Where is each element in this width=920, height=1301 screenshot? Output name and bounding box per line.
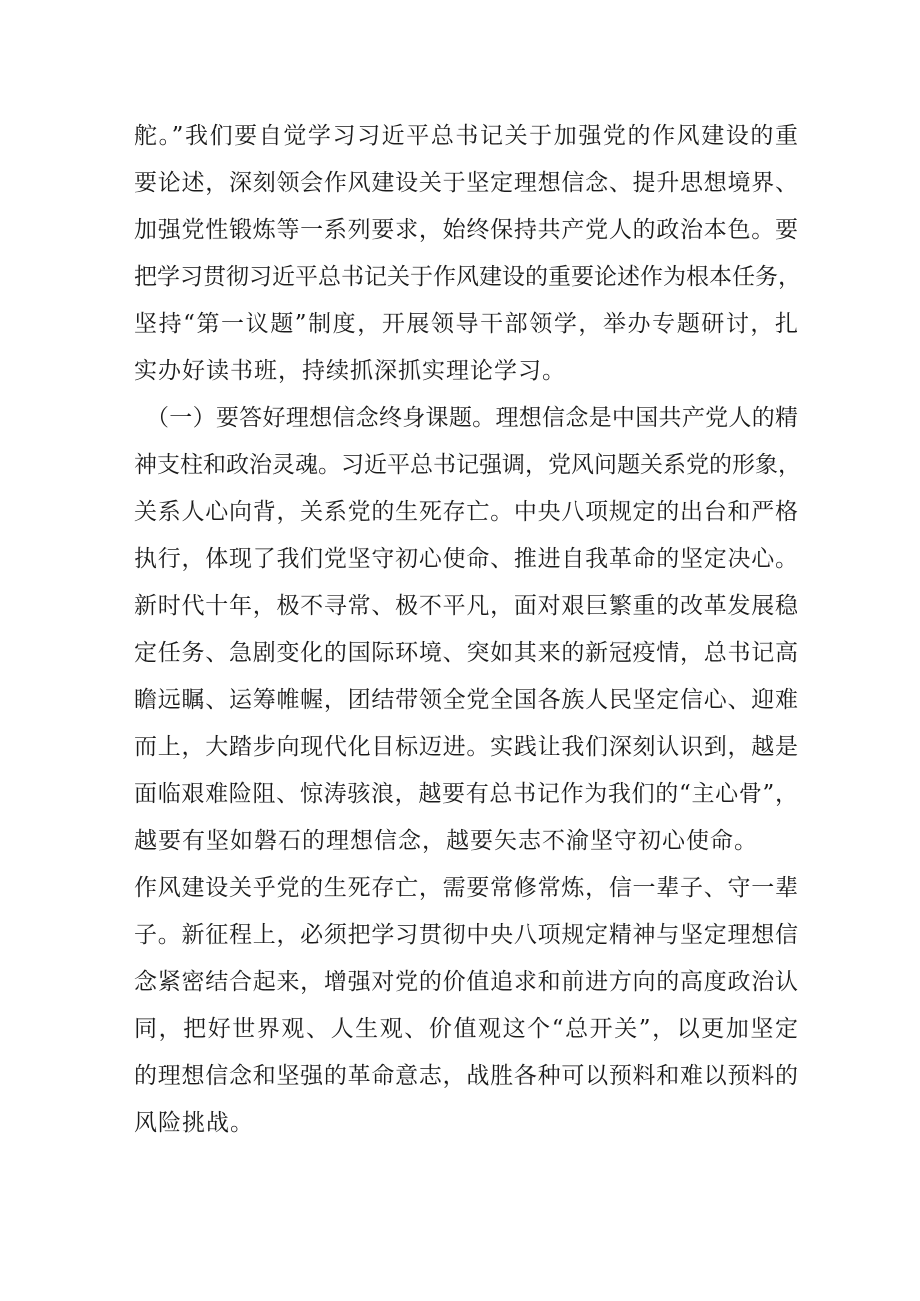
- text-line: 执行，体现了我们党坚守初心使命、推进自我革命的坚定决心。: [134, 546, 798, 572]
- text-line: 同，把好世界观、人生观、价值观这个“总开关”，以更加坚定: [134, 1016, 798, 1042]
- text-line: 越要有坚如磐石的理想信念，越要矢志不渝坚守初心使命。: [134, 828, 758, 854]
- text-line: 新时代十年，极不寻常、极不平凡，面对艰巨繁重的改革发展稳: [134, 593, 798, 619]
- text-line: 瞻远瞩、运筹帷幄，团结带领全党全国各族人民坚定信心、迎难: [134, 687, 798, 713]
- text-line: 舵。”我们要自觉学习习近平总书记关于加强党的作风建设的重: [134, 123, 798, 149]
- text-line: 面临艰难险阻、惊涛骇浪，越要有总书记作为我们的“主心骨”，: [134, 781, 798, 807]
- text-line: 关系人心向背，关系党的生死存亡。中央八项规定的出台和严格: [134, 499, 798, 525]
- text-line: 神支柱和政治灵魂。习近平总书记强调，党风问题关系党的形象，: [134, 452, 801, 478]
- text-line: 要论述，深刻领会作风建设关于坚定理想信念、提升思想境界、: [134, 170, 798, 196]
- text-line: 实办好读书班，持续抓深抓实理论学习。: [134, 358, 566, 384]
- text-line: 念紧密结合起来，增强对党的价值追求和前进方向的高度政治认: [134, 969, 798, 995]
- text-line: 子。新征程上，必须把学习贯彻中央八项规定精神与坚定理想信: [134, 922, 798, 948]
- text-line: 的理想信念和坚强的革命意志，战胜各种可以预料和难以预料的: [134, 1063, 798, 1089]
- text-line: 风险挑战。: [134, 1110, 254, 1136]
- text-line: 坚持“第一议题”制度，开展领导干部领学，举办专题研讨，扎: [134, 311, 798, 337]
- text-line: 把学习贯彻习近平总书记关于作风建设的重要论述作为根本任务，: [134, 264, 801, 290]
- text-line: 定任务、急剧变化的国际环境、突如其来的新冠疫情，总书记高: [134, 640, 798, 666]
- text-line: 作风建设关乎党的生死存亡，需要常修常炼，信一辈子、守一辈: [134, 875, 798, 901]
- text-line: 而上，大踏步向现代化目标迈进。实践让我们深刻认识到，越是: [134, 734, 798, 760]
- section-heading-line: （一）要答好理想信念终身课题。理想信念是中国共产党人的精: [146, 405, 798, 431]
- text-line: 加强党性锻炼等一系列要求，始终保持共产党人的政治本色。要: [134, 217, 798, 243]
